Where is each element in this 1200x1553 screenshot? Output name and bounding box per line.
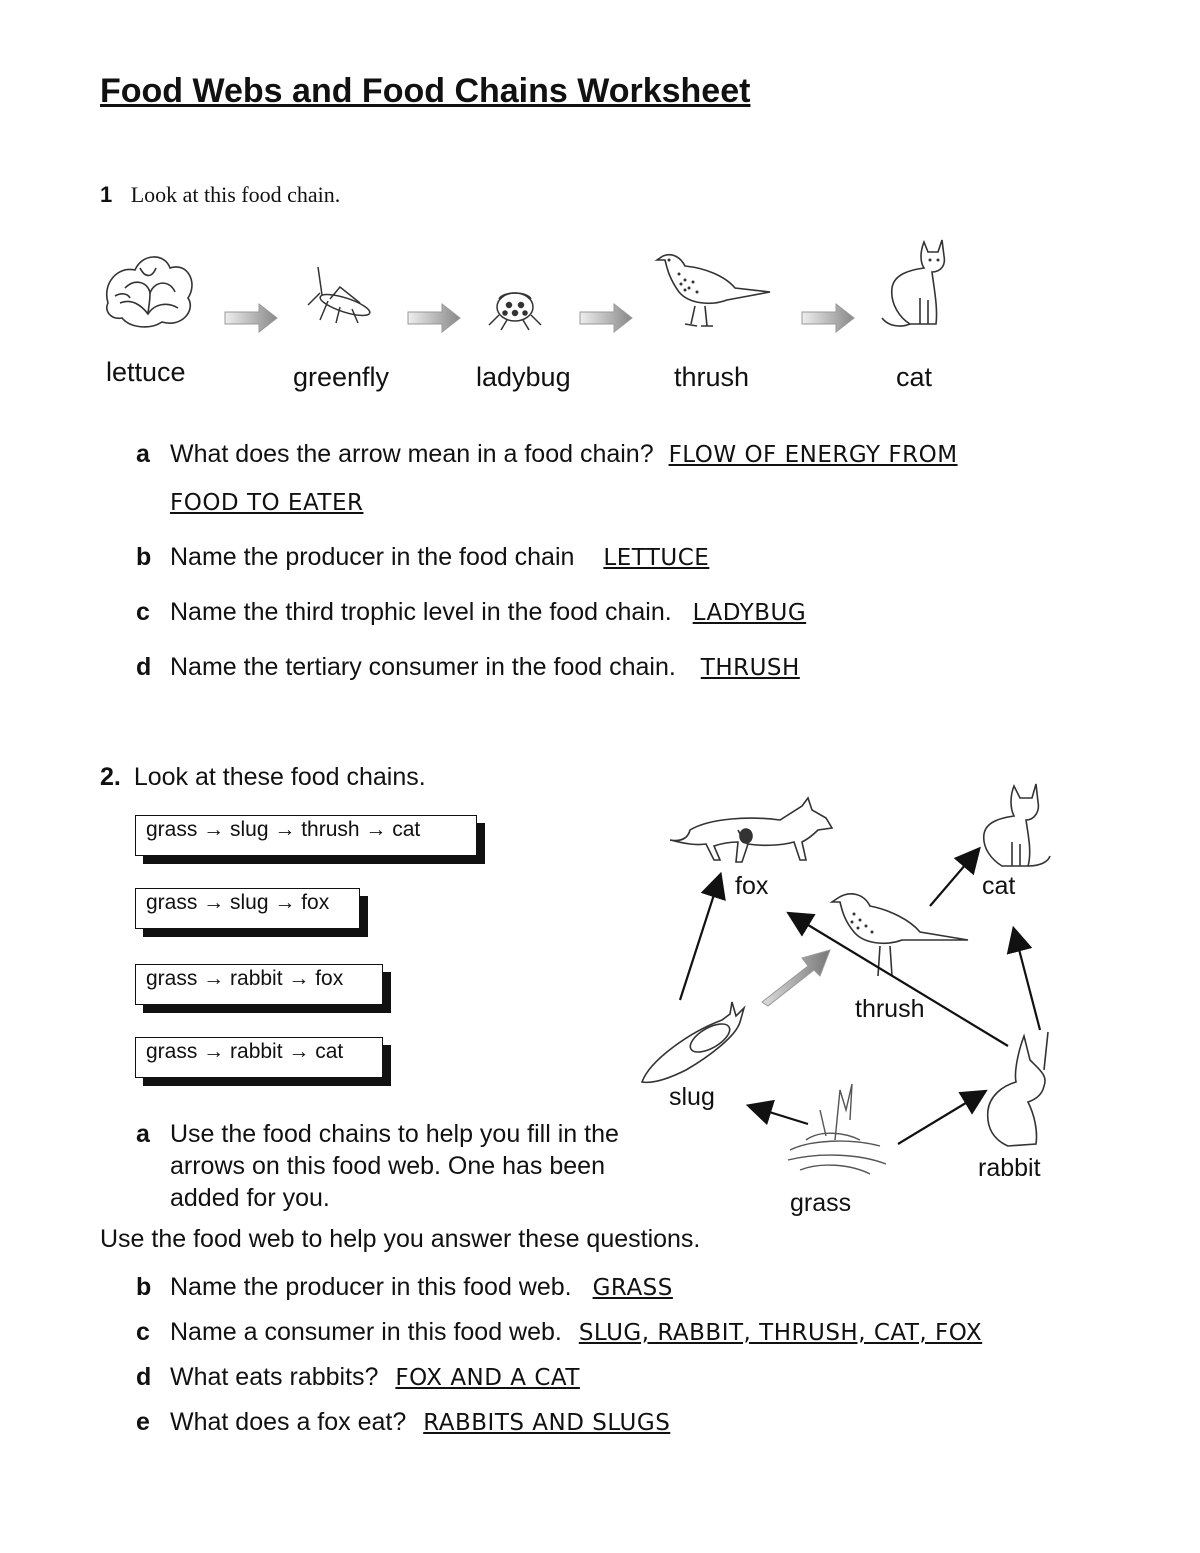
chain-box-4: grass → rabbit → cat — [135, 1037, 383, 1078]
chain-box-1: grass → slug → thrush → cat — [135, 815, 477, 856]
answer-text: FOX AND A CAT — [395, 1365, 580, 1391]
label-lettuce: lettuce — [106, 357, 186, 387]
q1-prompt: Look at this food chain. — [130, 182, 341, 207]
grass-illustration — [788, 1084, 886, 1174]
q2-item-c — [136, 1318, 982, 1347]
answer-text: FOOD TO EATER — [170, 490, 364, 516]
q2-item-d — [136, 1363, 580, 1392]
label-thrush: thrush — [674, 362, 750, 392]
worksheet-title: Food Webs and Food Chains Worksheet — [100, 72, 751, 110]
food-web-diagram — [630, 780, 1110, 1200]
item-a-line-3: added for you. — [170, 1184, 330, 1212]
item-letter: b — [136, 543, 152, 571]
item-letter: a — [136, 440, 150, 468]
q2-header — [100, 763, 426, 792]
q2-number: 2. — [100, 763, 121, 791]
question-text: Name a consumer in this food web. — [170, 1318, 562, 1346]
q2-prompt: Look at these food chains. — [133, 763, 426, 791]
chain-box-2: grass → slug → fox — [135, 888, 360, 929]
answer-text: RABBITS AND SLUGS — [423, 1410, 671, 1436]
question-text: Name the tertiary consumer in the food chain. — [170, 653, 676, 681]
answer-text: SLUG, RABBIT, THRUSH, CAT, FOX — [578, 1320, 983, 1346]
chain-box-3: grass → rabbit → fox — [135, 964, 383, 1005]
q1-item-c — [136, 598, 806, 627]
q1-item-a — [136, 440, 958, 469]
web-label-rabbit: rabbit — [978, 1154, 1041, 1182]
web-label-grass: grass — [790, 1189, 852, 1217]
cat-web-illustration — [984, 784, 1050, 866]
web-label-cat: cat — [982, 872, 1016, 900]
item-letter: a — [136, 1120, 150, 1148]
q1-item-b — [136, 543, 709, 572]
item-a-line-1: Use the food chains to help you fill in the — [170, 1120, 619, 1148]
question-text: What does a fox eat? — [170, 1408, 407, 1436]
arrow-4 — [802, 304, 854, 332]
item-letter: d — [136, 1363, 152, 1391]
label-greenfly: greenfly — [293, 362, 390, 392]
q1-header — [100, 182, 340, 208]
answer-text: FLOW OF ENERGY FROM — [668, 442, 958, 468]
rabbit-illustration — [988, 1032, 1048, 1146]
item-letter: d — [136, 653, 152, 681]
lettuce-illustration — [100, 248, 200, 330]
thrush-web-illustration — [832, 894, 968, 976]
arrow-1 — [225, 304, 277, 332]
web-label-fox: fox — [735, 872, 769, 900]
thrush-illustration — [655, 248, 775, 332]
label-cat: cat — [896, 362, 933, 392]
ladybug-illustration — [485, 283, 545, 331]
arrow-2 — [408, 304, 460, 332]
q1-item-a-cont — [170, 490, 363, 516]
answer-text: THRUSH — [700, 655, 800, 681]
fox-illustration — [670, 798, 832, 862]
question-text: Name the third trophic level in the food chain. — [170, 598, 672, 626]
question-text: Name the producer in this food web. — [170, 1273, 572, 1301]
arrow-3 — [580, 304, 632, 332]
q2-instruction: Use the food web to help you answer these questions. — [100, 1225, 701, 1253]
label-ladybug: ladybug — [476, 362, 571, 392]
item-letter: b — [136, 1273, 152, 1301]
item-letter: c — [136, 1318, 150, 1346]
cat-illustration — [880, 238, 950, 330]
slug-illustration — [642, 1002, 744, 1082]
question-text: What does the arrow mean in a food chain? — [170, 440, 654, 468]
answer-text: GRASS — [592, 1275, 673, 1301]
question-text: Name the producer in the food chain — [170, 543, 575, 571]
item-a-line-2: arrows on this food web. One has been — [170, 1152, 605, 1180]
item-letter: e — [136, 1408, 150, 1436]
answer-text: LADYBUG — [692, 600, 807, 626]
q1-number: 1 — [100, 182, 113, 207]
answer-text: LETTUCE — [603, 545, 710, 571]
q2-item-b — [136, 1273, 673, 1302]
question-text: What eats rabbits? — [170, 1363, 379, 1391]
web-label-slug: slug — [669, 1083, 715, 1111]
q1-item-d — [136, 653, 800, 682]
given-arrow — [762, 950, 830, 1006]
web-label-thrush: thrush — [855, 995, 925, 1023]
q2-item-e — [136, 1408, 670, 1437]
q2-item-a — [136, 1118, 619, 1214]
item-letter: c — [136, 598, 150, 626]
greenfly-illustration — [300, 265, 380, 327]
